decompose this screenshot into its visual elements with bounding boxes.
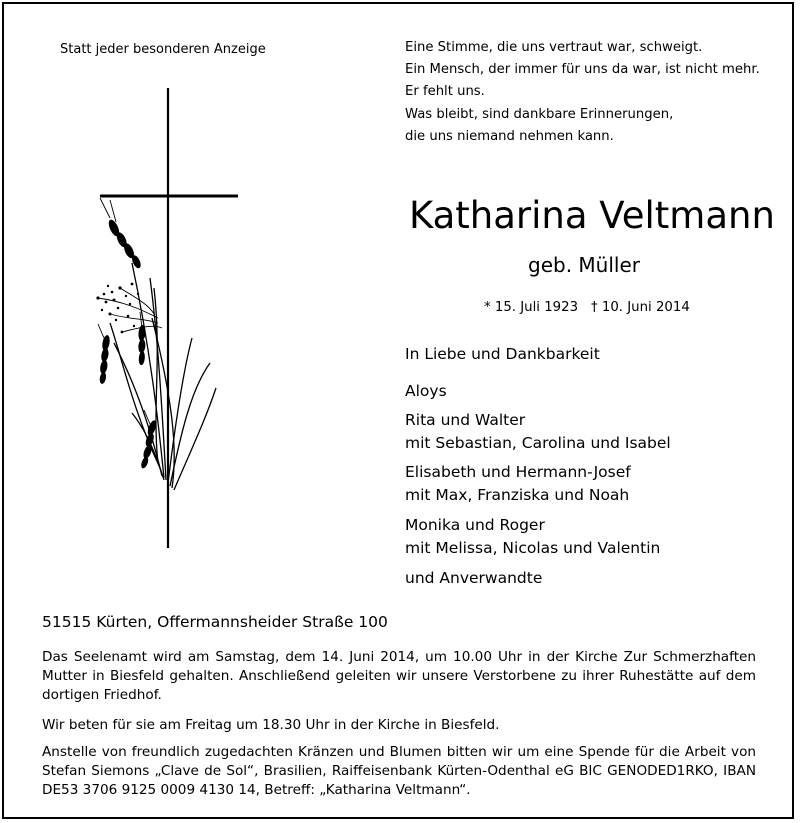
- mourner-line: mit Max, Franziska und Noah: [405, 486, 630, 504]
- poem: [405, 37, 760, 148]
- death-date: † 10. Juni 2014: [591, 300, 690, 315]
- poem-line: Ein Mensch, der immer für uns da war, ist nicht mehr.: [405, 62, 760, 78]
- prayer-paragraph: Wir beten für sie am Freitag um 18.30 Uhr in der Kirche in Biesfeld.: [42, 717, 500, 733]
- deceased-name: Katharina Veltmann: [409, 194, 775, 237]
- funeral-service-paragraph: Das Seelenamt wird am Samstag, dem 14. Juni 2014, um 10.00 Uhr in der Kirche Zur Schmerzhaften Mutter in Biesfeld gehalten. Anschließend geleiten wir unsere Verstorbene zu ihrer Ruhestätte auf dem dortigen Friedhof.: [42, 649, 756, 704]
- poem-line: Was bleibt, sind dankbare Erinnerungen,: [405, 106, 674, 122]
- mourner-line: Aloys: [405, 382, 447, 400]
- mourners-intro: In Liebe und Dankbarkeit: [405, 345, 600, 363]
- address: 51515 Kürten, Offermannsheider Straße 100: [42, 613, 388, 631]
- poem-line: Eine Stimme, die uns vertraut war, schweigt.: [405, 40, 703, 55]
- mourner-line: Monika und Roger: [405, 516, 545, 534]
- mourner-line: und Anverwandte: [405, 569, 543, 587]
- poem-line: Er fehlt uns.: [405, 84, 485, 100]
- mourner-line: mit Melissa, Nicolas und Valentin: [405, 539, 661, 557]
- mourner-line: Rita und Walter: [405, 411, 526, 429]
- birth-date: * 15. Juli 1923: [484, 300, 579, 315]
- birth-name: geb. Müller: [528, 253, 640, 277]
- mourner-line: mit Sebastian, Carolina und Isabel: [405, 434, 671, 452]
- donation-paragraph: Anstelle von freundlich zugedachten Kränzen und Blumen bitten wir um eine Spende für die Arbeit von Stefan Siemons „Clave de Sol“, Brasilien, Raiffeisenbank Kürten-Odenthal eG BIC GENODED1RKO, IBAN DE53 3706 9125 0009 4130 14, Betreff: „Katharina Veltmann“.: [42, 744, 756, 799]
- header-note: Statt jeder besonderen Anzeige: [60, 42, 266, 57]
- mourner-line: Elisabeth und Hermann-Josef: [405, 463, 631, 481]
- poem-line: die uns niemand nehmen kann.: [405, 128, 614, 144]
- cross-with-wheat-icon: [92, 88, 252, 550]
